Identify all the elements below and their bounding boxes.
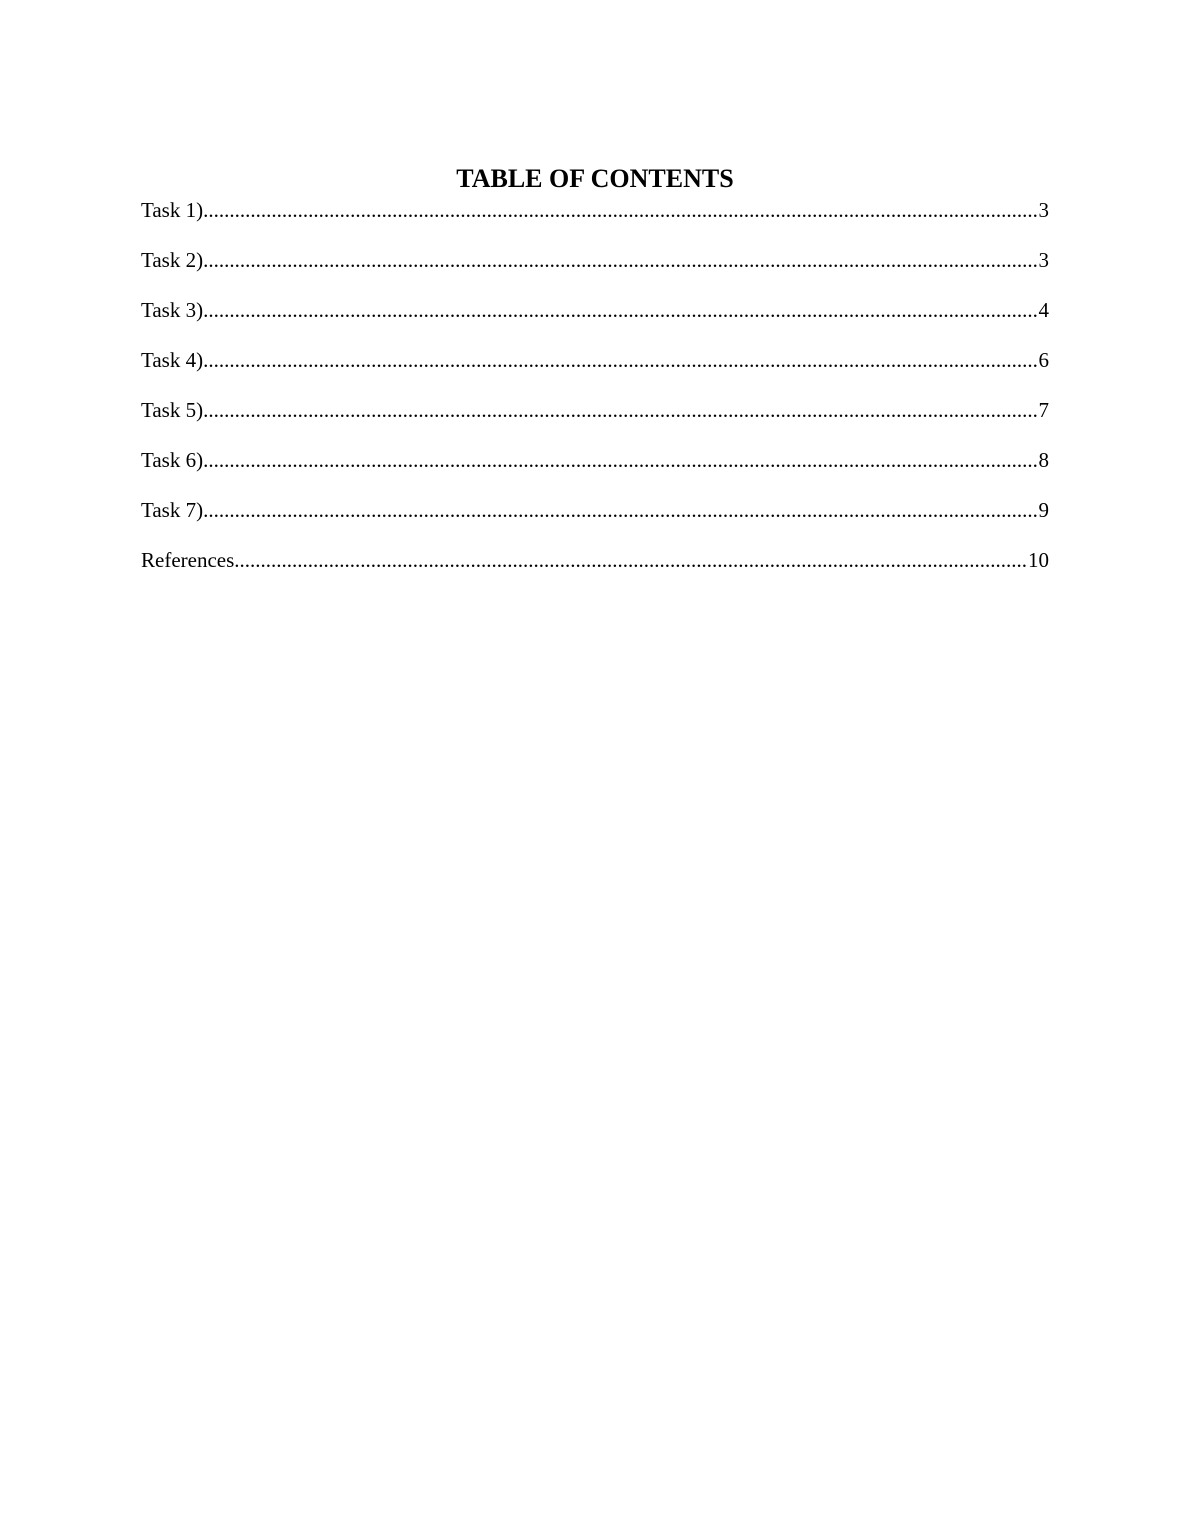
toc-dot-leader	[203, 296, 1038, 324]
toc-entry-label: References	[141, 548, 235, 572]
toc-dot-leader	[203, 496, 1038, 524]
toc-entry-page-number: 3	[1038, 248, 1049, 272]
toc-entry-task-3[interactable]	[141, 296, 1049, 346]
toc-entry-references[interactable]	[141, 546, 1049, 596]
toc-dot-leader	[203, 246, 1038, 274]
toc-entry-page-number: 7	[1038, 398, 1049, 422]
toc-dot-leader	[203, 396, 1038, 424]
toc-dot-leader	[203, 446, 1038, 474]
toc-title: TABLE OF CONTENTS	[456, 164, 734, 193]
toc-entry-page-number: 9	[1038, 498, 1049, 522]
toc-entry-task-6[interactable]	[141, 446, 1049, 496]
toc-list	[141, 196, 1049, 596]
toc-dot-leader	[203, 346, 1038, 374]
toc-entry-label: Task 7)	[141, 498, 204, 522]
toc-entry-label: Task 1)	[141, 198, 204, 222]
toc-entry-page-number: 8	[1038, 448, 1049, 472]
toc-dot-leader	[234, 546, 1028, 574]
toc-entry-page-number: 6	[1038, 348, 1049, 372]
toc-entry-page-number: 4	[1038, 298, 1049, 322]
toc-entry-task-7[interactable]	[141, 496, 1049, 546]
toc-entry-label: Task 6)	[141, 448, 204, 472]
toc-entry-page-number: 10	[1028, 548, 1049, 572]
toc-entry-label: Task 4)	[141, 348, 204, 372]
toc-entry-label: Task 5)	[141, 398, 204, 422]
toc-entry-page-number: 3	[1038, 198, 1049, 222]
toc-dot-leader	[203, 196, 1038, 224]
toc-entry-task-5[interactable]	[141, 396, 1049, 446]
toc-entry-label: Task 2)	[141, 248, 204, 272]
toc-entry-label: Task 3)	[141, 298, 204, 322]
toc-entry-task-2[interactable]	[141, 246, 1049, 296]
toc-entry-task-1[interactable]	[141, 196, 1049, 246]
toc-entry-task-4[interactable]	[141, 346, 1049, 396]
